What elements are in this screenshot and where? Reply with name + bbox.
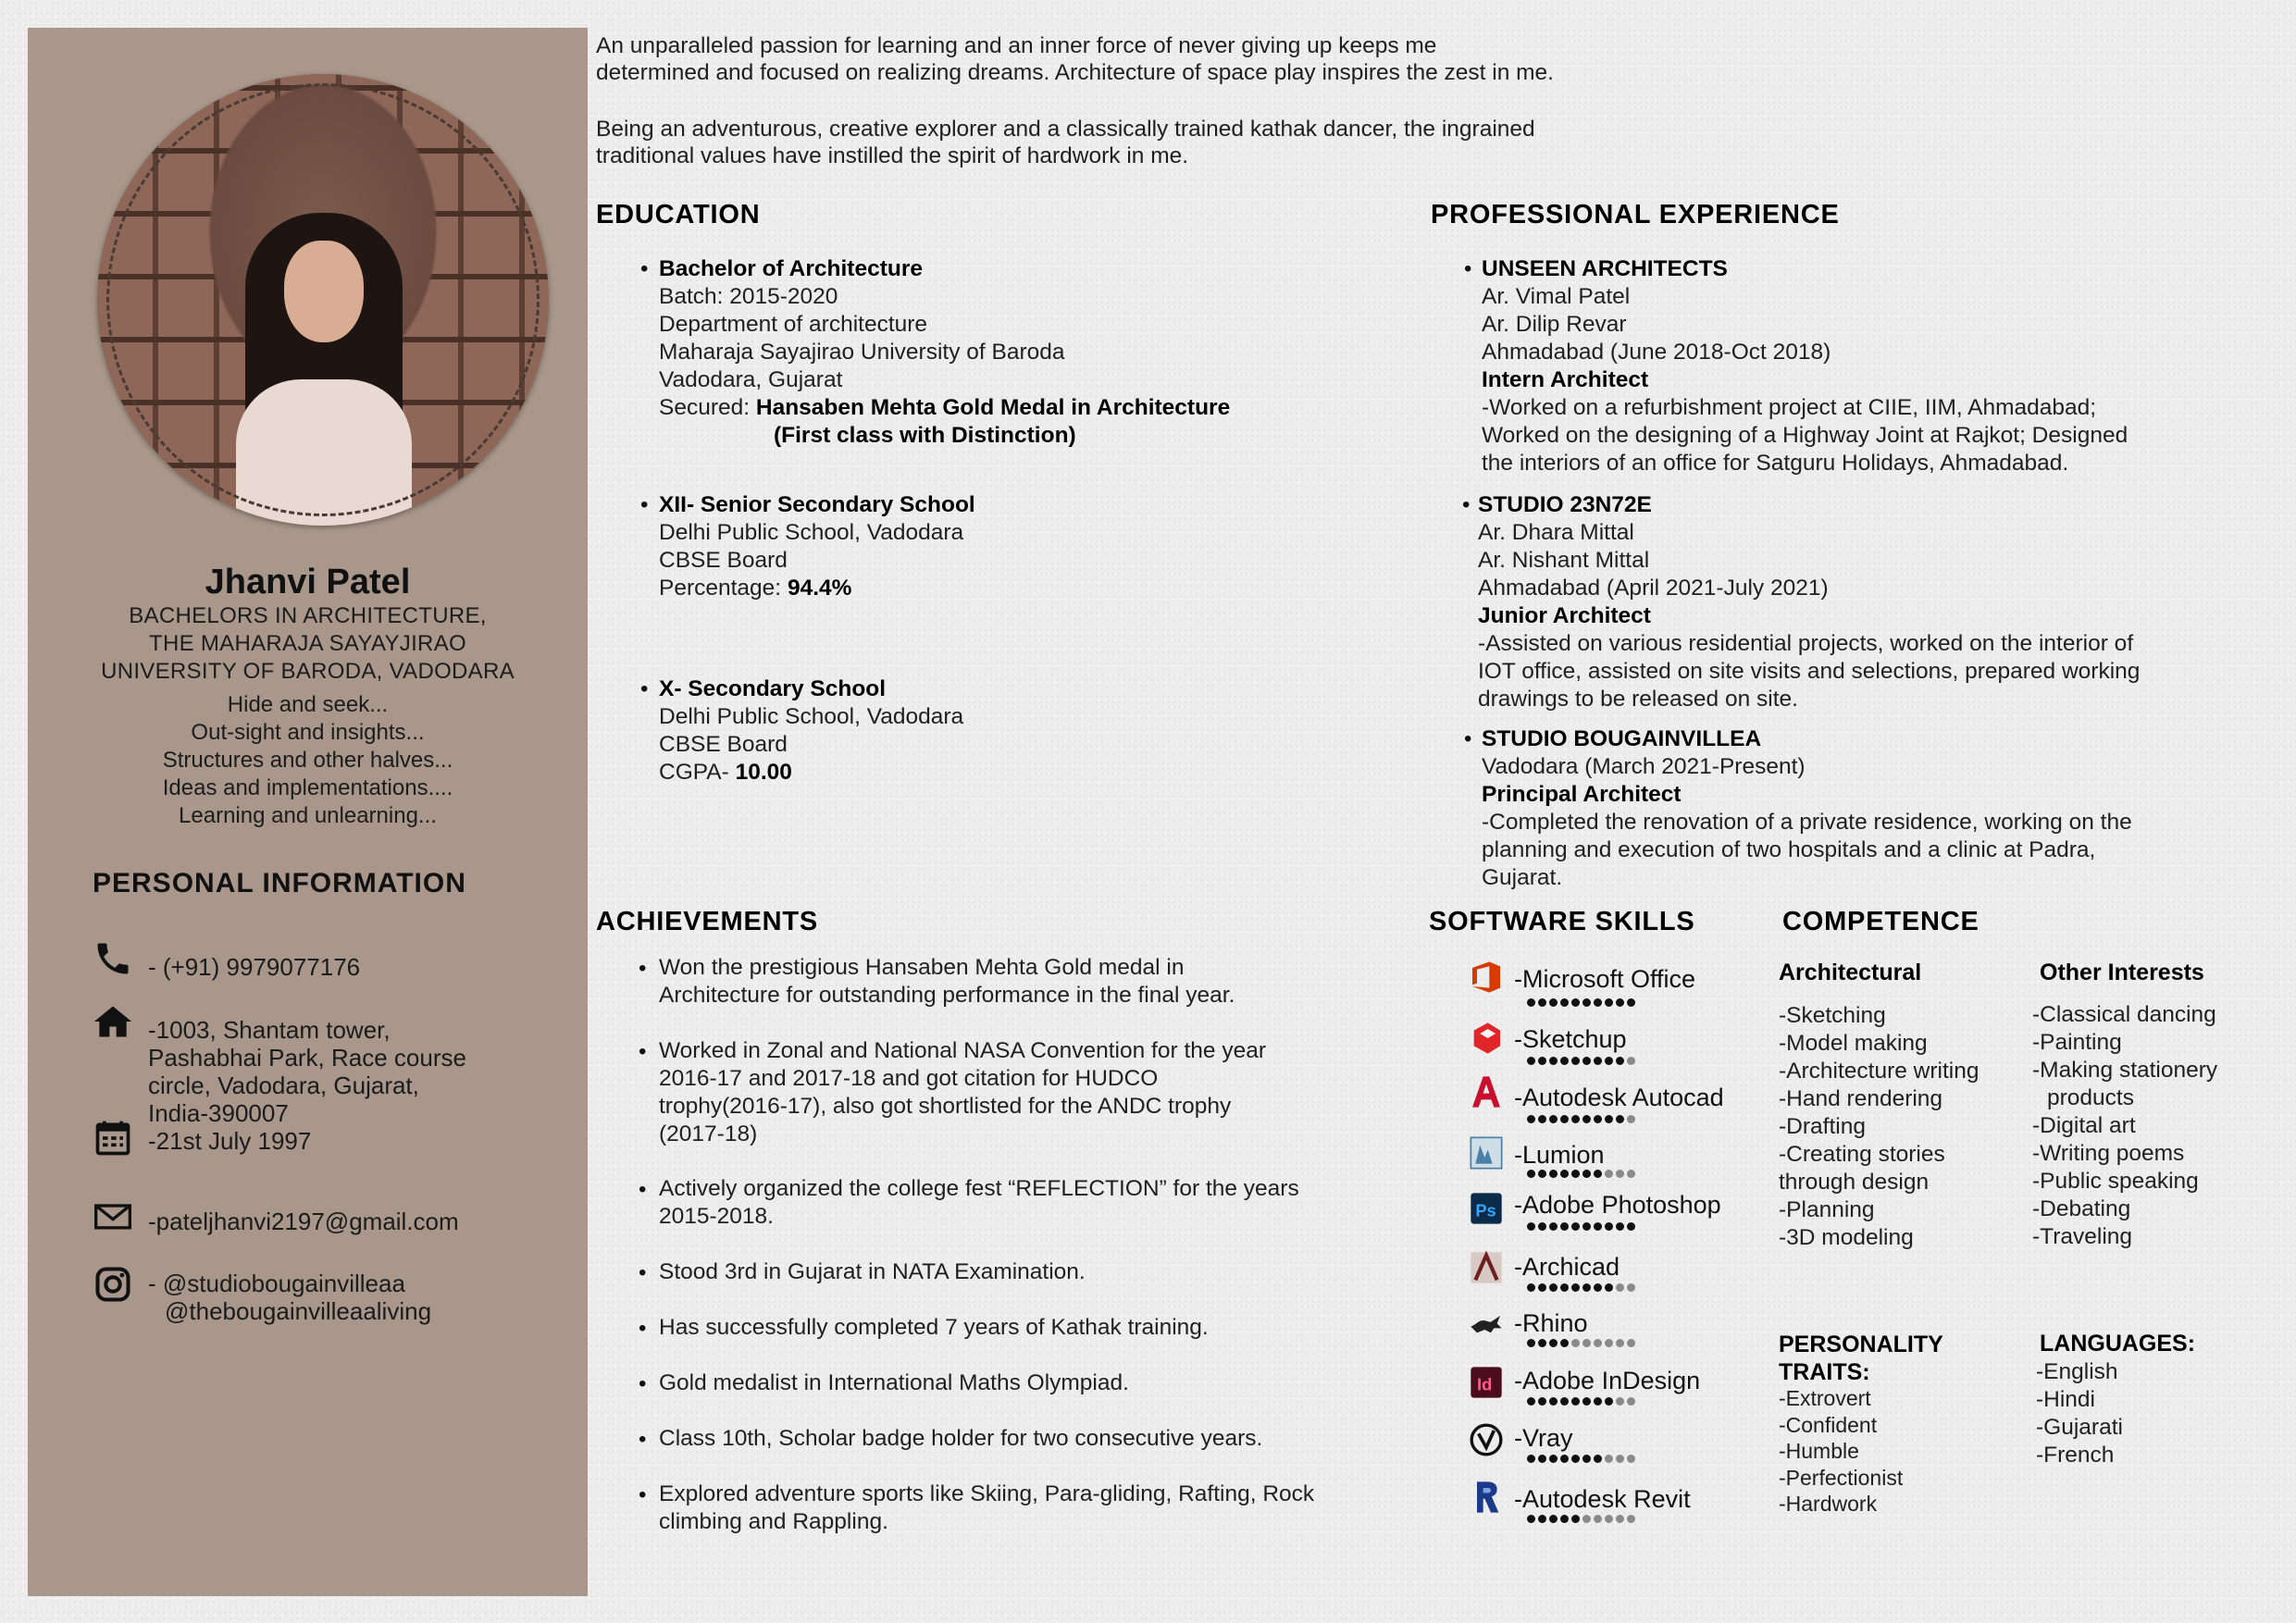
education-title: Bachelor of Architecture (659, 256, 923, 281)
skill-dot (1627, 1455, 1635, 1463)
experience-heading: PROFESSIONAL EXPERIENCE (1431, 200, 1840, 229)
bullet: • (639, 1316, 647, 1341)
competence-item: -Creating stories (1779, 1142, 1945, 1167)
skill-dot (1616, 1397, 1624, 1406)
skill-dot (1582, 1170, 1591, 1178)
skill-dot (1605, 998, 1613, 1007)
intro-line: traditional values have instilled the spirit of hardwork in me. (596, 143, 1189, 168)
skill-dot (1582, 998, 1591, 1007)
skill-dot (1594, 1115, 1602, 1123)
achievement-line: trophy(2016-17), also got shortlisted for the ANDC trophy (659, 1094, 1232, 1119)
skill-dot (1538, 1222, 1546, 1231)
bullet: • (639, 1427, 647, 1452)
skill-dot (1594, 998, 1602, 1007)
motto-line: Ideas and implementations.... (162, 775, 453, 800)
address-line: -1003, Shantam tower, (148, 1016, 391, 1044)
education-line: Batch: 2015-2020 (659, 284, 838, 309)
company-name: UNSEEN ARCHITECTS (1482, 256, 1728, 281)
office-icon (1468, 959, 1505, 996)
revit-icon (1468, 1479, 1505, 1516)
interests-heading: Other Interests (2040, 960, 2204, 985)
education-line: CBSE Board (659, 732, 788, 757)
skill-dot (1571, 1222, 1580, 1231)
skill-dot (1560, 1397, 1569, 1406)
achievement-item: Has successfully completed 7 years of Kathak training. (659, 1315, 1209, 1340)
skill-dot (1627, 1515, 1635, 1523)
degree-line-2: THE MAHARAJA SAYAYJIRAO (149, 631, 466, 656)
experience-line: Ar. Dilip Revar (1482, 312, 1627, 337)
skill-dot (1549, 1455, 1558, 1463)
skill-dot (1605, 1283, 1613, 1292)
architectural-heading: Architectural (1779, 960, 1922, 985)
interest-item: -Debating (2032, 1196, 2131, 1221)
education-line: Delhi Public School, Vadodara (659, 520, 964, 545)
trait-item: -Humble (1779, 1439, 1859, 1463)
skill-dot (1582, 1339, 1591, 1347)
skill-dot (1571, 1339, 1580, 1347)
achievements-heading: ACHIEVEMENTS (596, 907, 819, 936)
bullet: • (639, 1371, 647, 1396)
achievement-item (659, 1481, 1314, 1536)
skill-dot (1582, 1057, 1591, 1065)
skill-dot (1560, 1170, 1569, 1178)
skill-dot (1538, 1455, 1546, 1463)
skill-dot (1616, 1115, 1624, 1123)
intro-line: determined and focused on realizing dreams. Architecture of space play inspires the zest in me. (596, 60, 1554, 85)
bullet: • (639, 1482, 647, 1507)
bullet: • (639, 956, 647, 981)
bullet: • (1464, 726, 1472, 751)
skill-dots (1527, 1170, 1635, 1181)
autocad-icon (1468, 1073, 1505, 1110)
skill-dot (1616, 1170, 1624, 1178)
skill-dot (1594, 1515, 1602, 1523)
skill-dot (1549, 1515, 1558, 1523)
experience-desc: Worked on the designing of a Highway Joint at Rajkot; Designed (1482, 423, 2128, 448)
experience-desc: -Worked on a refurbishment project at CIIE, IIM, Ahmadabad; (1482, 395, 2097, 420)
portrait-figure (236, 213, 412, 526)
traits-heading-line: TRAITS: (1779, 1359, 1870, 1385)
skill-dot (1571, 1057, 1580, 1065)
skill-dot (1571, 1170, 1580, 1178)
skill-dot (1605, 1397, 1613, 1406)
skill-dot (1627, 998, 1635, 1007)
skill-dot (1560, 1115, 1569, 1123)
education-entry-1 (659, 255, 1230, 450)
skill-dot (1527, 1057, 1535, 1065)
experience-line: Ahmadabad (June 2018-Oct 2018) (1482, 340, 1831, 365)
experience-entry-1 (1482, 255, 2128, 477)
skill-dot (1549, 1115, 1558, 1123)
skill-dot (1571, 1455, 1580, 1463)
instagram-handle[interactable]: @thebougainvilleaaliving (165, 1297, 432, 1325)
interest-item: -Writing poems (2032, 1141, 2185, 1166)
score-label: Percentage: (659, 576, 782, 601)
language-item: -French (2036, 1443, 2115, 1468)
skill-dot (1527, 1115, 1535, 1123)
experience-desc: -Completed the renovation of a private residence, working on the (1482, 810, 2132, 835)
skill-dot (1627, 1339, 1635, 1347)
company-name: STUDIO 23N72E (1478, 492, 1652, 517)
score-label: CGPA- (659, 760, 729, 785)
languages-list (2036, 1358, 2123, 1469)
skill-dot (1571, 1283, 1580, 1292)
interest-item: -Traveling (2032, 1224, 2133, 1249)
achievement-line: Worked in Zonal and National NASA Convention for the year (659, 1038, 1266, 1063)
competence-item: -Hand rendering (1779, 1086, 1943, 1111)
mail-icon (93, 1196, 133, 1236)
motto-line: Learning and unlearning... (179, 803, 437, 828)
skill-dots (1527, 1339, 1635, 1350)
achievement-line: 2015-2018. (659, 1204, 774, 1229)
software-label: -Archicad (1514, 1253, 1620, 1281)
address-line: circle, Vadodara, Gujarat, (148, 1072, 419, 1099)
skill-dot (1527, 1515, 1535, 1523)
education-line: CBSE Board (659, 548, 788, 573)
role-title: Principal Architect (1482, 782, 1682, 807)
competence-heading: COMPETENCE (1782, 907, 1980, 936)
language-item: -English (2036, 1359, 2118, 1384)
interest-item: -Painting (2032, 1030, 2122, 1055)
traits-list (1779, 1385, 1903, 1518)
skill-dot (1594, 1397, 1602, 1406)
skill-dot (1605, 1057, 1613, 1065)
skill-dot (1605, 1170, 1613, 1178)
skill-dot (1538, 1397, 1546, 1406)
skill-dot (1549, 1339, 1558, 1347)
education-line: Delhi Public School, Vadodara (659, 704, 964, 729)
skill-dot (1527, 998, 1535, 1007)
achievement-line: Won the prestigious Hansaben Mehta Gold medal in (659, 955, 1185, 980)
education-title: X- Secondary School (659, 676, 887, 701)
skill-dot (1571, 998, 1580, 1007)
phone-number[interactable]: - (+91) 9979077176 (148, 953, 361, 981)
experience-line: Ar. Dhara Mittal (1478, 520, 1634, 545)
skill-dots (1527, 1397, 1635, 1408)
interest-item: products (2047, 1085, 2134, 1110)
skill-dots (1527, 1283, 1635, 1295)
education-entry-3 (659, 675, 963, 787)
bullet: • (640, 676, 649, 701)
achievement-line: 2016-17 and 2017-18 and got citation for HUDCO (659, 1066, 1159, 1091)
skill-dot (1594, 1339, 1602, 1347)
bullet: • (639, 1039, 647, 1064)
score-value: 94.4% (787, 576, 852, 601)
skill-dot (1549, 1283, 1558, 1292)
education-entry-2 (659, 491, 975, 602)
skill-dot (1594, 1455, 1602, 1463)
skill-dot (1582, 1283, 1591, 1292)
secured-label: Secured: (659, 395, 751, 420)
sketchup-icon (1468, 1020, 1505, 1057)
skill-dot (1527, 1397, 1535, 1406)
skill-dot (1605, 1222, 1613, 1231)
skill-dot (1571, 1397, 1580, 1406)
skill-dot (1538, 1057, 1546, 1065)
skill-dot (1527, 1170, 1535, 1178)
skill-dots (1527, 1115, 1635, 1126)
achievement-item: Gold medalist in International Maths Olympiad. (659, 1370, 1129, 1395)
skill-dot (1560, 1515, 1569, 1523)
motto-line: Structures and other halves... (162, 748, 453, 773)
software-label: -Sketchup (1514, 1025, 1627, 1053)
software-label: -Autodesk Revit (1514, 1485, 1691, 1513)
interests-list (2032, 1001, 2217, 1251)
trait-item: -Perfectionist (1779, 1465, 1904, 1490)
score-value: 10.00 (735, 760, 792, 785)
bullet: • (1462, 492, 1471, 517)
skill-dot (1627, 1397, 1635, 1406)
education-line: Department of architecture (659, 312, 928, 337)
skill-dot (1616, 1283, 1624, 1292)
role-title: Junior Architect (1478, 603, 1651, 628)
skill-dot (1560, 1222, 1569, 1231)
skill-dot (1538, 998, 1546, 1007)
software-label: -Adobe Photoshop (1514, 1191, 1721, 1219)
achievement-item (659, 1175, 1299, 1231)
svg-text:Ps: Ps (1475, 1200, 1496, 1220)
skill-dot (1549, 1222, 1558, 1231)
skill-dot (1627, 1283, 1635, 1292)
software-label: -Lumion (1514, 1141, 1605, 1169)
skill-dot (1538, 1339, 1546, 1347)
degree-line-1: BACHELORS IN ARCHITECTURE, (129, 603, 487, 628)
skill-dot (1560, 1339, 1569, 1347)
experience-desc: IOT office, assisted on site visits and selections, prepared working (1478, 659, 2141, 684)
education-line: Vadodara, Gujarat (659, 367, 843, 392)
skill-dot (1549, 1397, 1558, 1406)
motto-line: Out-sight and insights... (191, 720, 425, 745)
skill-dots (1527, 1222, 1635, 1233)
skill-dot (1616, 1455, 1624, 1463)
calendar-icon (93, 1118, 133, 1158)
skill-dot (1627, 1057, 1635, 1065)
skill-dot (1549, 1057, 1558, 1065)
company-name: STUDIO BOUGAINVILLEA (1482, 726, 1762, 751)
interest-item: -Making stationery (2032, 1058, 2218, 1083)
skill-dot (1605, 1515, 1613, 1523)
competence-item: through design (1779, 1170, 1930, 1195)
achievement-line: (2017-18) (659, 1121, 758, 1146)
motto-line: Hide and seek... (227, 692, 389, 717)
competence-item: -Drafting (1779, 1114, 1866, 1139)
competence-item: -Sketching (1779, 1003, 1886, 1028)
bullet: • (639, 1177, 647, 1202)
skill-dot (1582, 1397, 1591, 1406)
phone-icon (93, 938, 133, 979)
personal-info-heading: PERSONAL INFORMATION (93, 868, 466, 898)
skill-dot (1594, 1057, 1602, 1065)
skill-dot (1627, 1115, 1635, 1123)
trait-item: -Hardwork (1779, 1492, 1878, 1516)
experience-desc: the interiors of an office for Satguru Holidays, Ahmadabad. (1482, 451, 2069, 476)
language-item: -Hindi (2036, 1387, 2095, 1412)
education-heading: EDUCATION (596, 200, 761, 229)
experience-desc: drawings to be released on site. (1478, 687, 1798, 712)
skill-dot (1538, 1170, 1546, 1178)
skill-dot (1560, 1057, 1569, 1065)
skill-dot (1616, 1339, 1624, 1347)
skill-dot (1582, 1455, 1591, 1463)
intro-line: An unparalleled passion for learning and an inner force of never giving up keeps me (596, 33, 1437, 58)
software-label: -Rhino (1514, 1309, 1588, 1337)
skill-dot (1582, 1115, 1591, 1123)
achievement-line: Architecture for outstanding performance in the final year. (659, 983, 1235, 1008)
experience-line: Ar. Nishant Mittal (1478, 548, 1650, 573)
skill-dot (1527, 1455, 1535, 1463)
instagram-handle[interactable]: - @studiobougainvilleaa (148, 1270, 405, 1297)
education-line: Maharaja Sayajirao University of Baroda (659, 340, 1065, 365)
archicad-icon (1468, 1249, 1505, 1286)
bullet: • (640, 492, 649, 517)
rhino-icon (1468, 1307, 1505, 1344)
software-label: -Adobe InDesign (1514, 1367, 1701, 1394)
sidebar (28, 28, 588, 1596)
experience-line: Ar. Vimal Patel (1482, 284, 1631, 309)
degree-line-3: UNIVERSITY OF BARODA, VADODARA (101, 659, 515, 684)
lumion-icon (1468, 1134, 1505, 1171)
role-title: Intern Architect (1482, 367, 1649, 392)
trait-item: -Confident (1779, 1412, 1878, 1437)
competence-item: -Architecture writing (1779, 1059, 1980, 1084)
achievement-item: Stood 3rd in Gujarat in NATA Examination. (659, 1259, 1086, 1284)
traits-heading-line: PERSONALITY (1779, 1332, 1943, 1357)
skill-dot (1616, 1515, 1624, 1523)
experience-line: Vadodara (March 2021-Present) (1482, 754, 1806, 779)
skill-dot (1582, 1222, 1591, 1231)
achievement-line: climbing and Rappling. (659, 1509, 888, 1534)
competence-item: -3D modeling (1779, 1225, 1914, 1250)
date-of-birth: -21st July 1997 (148, 1127, 312, 1155)
interest-item: -Digital art (2032, 1113, 2136, 1138)
bullet: • (1464, 256, 1472, 281)
skill-dot (1594, 1170, 1602, 1178)
vray-icon (1468, 1421, 1505, 1458)
address-line: Pashabhai Park, Race course (148, 1044, 466, 1072)
skill-dot (1582, 1515, 1591, 1523)
experience-entry-2 (1478, 491, 2140, 713)
skill-dot (1616, 998, 1624, 1007)
skill-dot (1527, 1222, 1535, 1231)
skill-dot (1560, 1455, 1569, 1463)
address-line: India-390007 (148, 1099, 289, 1127)
skill-dot (1538, 1515, 1546, 1523)
skill-dot (1560, 998, 1569, 1007)
skill-dots (1527, 1515, 1635, 1526)
intro-line: Being an adventurous, creative explorer and a classically trained kathak dancer, the ingrained (596, 117, 1535, 142)
software-heading: SOFTWARE SKILLS (1429, 907, 1695, 936)
skill-dot (1571, 1115, 1580, 1123)
experience-entry-3 (1482, 725, 2132, 892)
secured-value: Hansaben Mehta Gold Medal in Architecture (755, 395, 1231, 420)
bullet: • (640, 256, 649, 281)
secured-value-2: (First class with Distinction) (774, 423, 1076, 448)
skill-dot (1616, 1057, 1624, 1065)
skill-dot (1605, 1339, 1613, 1347)
software-label: -Microsoft Office (1514, 965, 1696, 993)
experience-desc: -Assisted on various residential projects, worked on the interior of (1478, 631, 2134, 656)
instagram-icon (93, 1264, 133, 1305)
skill-dot (1571, 1515, 1580, 1523)
skill-dots (1527, 1455, 1635, 1466)
skill-dot (1549, 1170, 1558, 1178)
competence-item: -Model making (1779, 1031, 1928, 1056)
skill-dots (1527, 998, 1635, 1010)
architectural-list (1779, 1002, 1979, 1252)
languages-heading: LANGUAGES: (2040, 1331, 2196, 1357)
photoshop-icon (1468, 1190, 1505, 1227)
achievement-item (659, 954, 1235, 1010)
skill-dot (1538, 1283, 1546, 1292)
skill-dot (1560, 1283, 1569, 1292)
bullet: • (639, 1260, 647, 1285)
email-address[interactable]: -pateljhanvi2197@gmail.com (148, 1208, 459, 1235)
software-label: -Vray (1514, 1424, 1573, 1452)
profile-photo (97, 74, 549, 526)
svg-text:Id: Id (1477, 1374, 1493, 1394)
skill-dot (1527, 1283, 1535, 1292)
skill-dot (1627, 1222, 1635, 1231)
achievement-line: Explored adventure sports like Skiing, Para-gliding, Rafting, Rock (659, 1481, 1315, 1506)
interest-item: -Classical dancing (2032, 1002, 2216, 1027)
experience-desc: planning and execution of two hospitals and a clinic at Padra, (1482, 837, 2096, 862)
education-title: XII- Senior Secondary School (659, 492, 975, 517)
competence-item: -Planning (1779, 1197, 1875, 1222)
achievement-item: Class 10th, Scholar badge holder for two consecutive years. (659, 1426, 1263, 1451)
traits-heading (1779, 1331, 1943, 1386)
indesign-icon (1468, 1364, 1505, 1401)
skill-dot (1527, 1339, 1535, 1347)
candidate-name: Jhanvi Patel (205, 563, 411, 601)
skill-dot (1616, 1222, 1624, 1231)
skill-dot (1594, 1283, 1602, 1292)
skill-dot (1627, 1170, 1635, 1178)
experience-desc: Gujarat. (1482, 865, 1563, 890)
achievement-item (659, 1037, 1266, 1148)
software-label: -Autodesk Autocad (1514, 1084, 1724, 1111)
skill-dot (1538, 1115, 1546, 1123)
interest-item: -Public speaking (2032, 1169, 2199, 1194)
home-icon (93, 1001, 133, 1042)
trait-item: -Extrovert (1779, 1386, 1871, 1410)
skill-dot (1549, 998, 1558, 1007)
language-item: -Gujarati (2036, 1415, 2123, 1440)
skill-dot (1605, 1455, 1613, 1463)
experience-line: Ahmadabad (April 2021-July 2021) (1478, 576, 1829, 601)
skill-dot (1594, 1222, 1602, 1231)
achievement-line: Actively organized the college fest “REFLECTION” for the years (659, 1176, 1299, 1201)
skill-dots (1527, 1057, 1635, 1068)
skill-dot (1605, 1115, 1613, 1123)
